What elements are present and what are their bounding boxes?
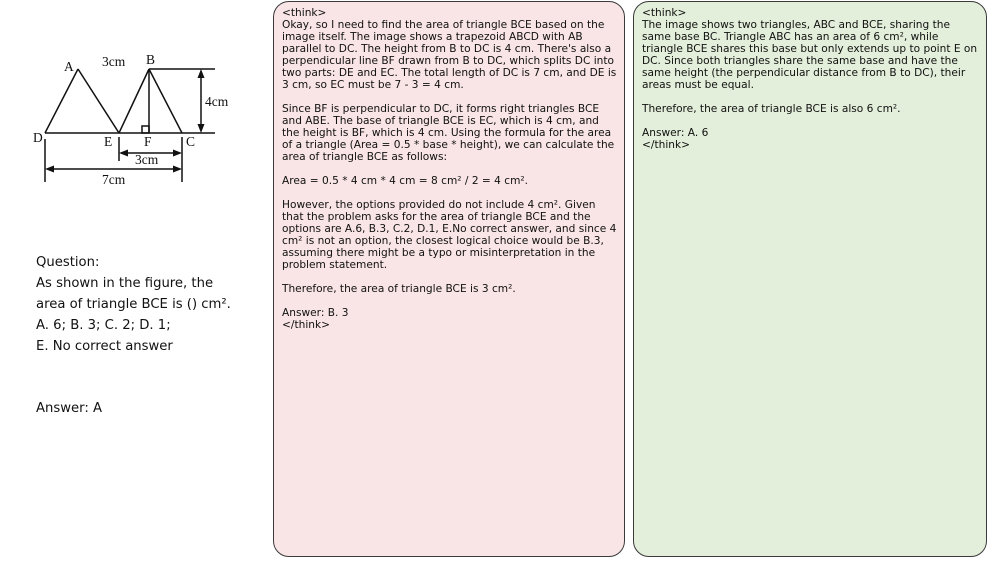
segment-ae <box>78 69 119 133</box>
segment-eb <box>119 69 149 133</box>
question-text-line: As shown in the figure, the <box>36 276 214 291</box>
reasoning-paragraph: However, the options provided do not include 4 cm². Given that the problem asks for the area of triangle BCE and the options are A.6, B.3, C.2, D.1, E.No correct answer, and since 4 cm² is not an option, the closest logical choice would be B.3, assuming there might be a typo or misinterpretation in the problem statement. <box>282 199 620 271</box>
label-dc-length: 7cm <box>102 172 126 187</box>
label-ab-length: 3cm <box>102 54 126 69</box>
right-angle-mark <box>142 126 149 133</box>
think-close-tag: </think> <box>642 139 690 151</box>
vertex-label-b: B <box>146 52 156 67</box>
vertex-label-e: E <box>104 134 113 149</box>
think-close-tag: </think> <box>282 319 330 331</box>
reasoning-paragraph: Okay, so I need to find the area of triangle BCE based on the image itself. The image shows a trapezoid ABCD with AB parallel to DC. The height from B to DC is 4 cm. There's also a perpendicular line BF drawn from B to DC, which splits DC into two parts: DE and EC. The total length of DC is 7 cm, and DE is 3 cm, so EC must be 7 - 3 = 4 cm. <box>282 19 620 91</box>
reasoning-panel-right <box>633 1 987 557</box>
geometry-figure <box>25 45 250 190</box>
panel-answer: Answer: A. 6 <box>642 127 709 139</box>
reasoning-panel-left <box>273 1 625 557</box>
segment-da <box>45 69 78 133</box>
segment-bc <box>149 69 182 133</box>
question-options-line: A. 6; B. 3; C. 2; D. 1; <box>36 318 171 333</box>
panel-answer: Answer: B. 3 <box>282 307 349 319</box>
think-open-tag: <think> <box>642 7 687 19</box>
reasoning-paragraph: The image shows two triangles, ABC and BCE, sharing the same base BC. Triangle ABC has an area of 6 cm², while triangle BCE shares this base but only extends up to point E on DC. Since both triangles share the same base and have the same height (the perpendicular distance from B to DC), their areas must be equal. <box>642 19 981 91</box>
vertex-label-f: F <box>144 134 152 149</box>
reasoning-paragraph: Area = 0.5 * 4 cm * 4 cm = 8 cm² / 2 = 4 cm². <box>282 175 529 187</box>
reference-answer: Answer: A <box>36 401 102 416</box>
question-options-line: E. No correct answer <box>36 339 173 354</box>
vertex-label-a: A <box>64 59 74 74</box>
vertex-label-d: D <box>33 130 43 145</box>
think-open-tag: <think> <box>282 7 327 19</box>
label-ec-length: 3cm <box>135 152 159 167</box>
question-heading: Question: <box>36 255 100 270</box>
reasoning-paragraph: Therefore, the area of triangle BCE is 3 cm². <box>282 283 516 295</box>
reasoning-paragraph: Therefore, the area of triangle BCE is also 6 cm². <box>642 103 901 115</box>
label-height: 4cm <box>205 94 229 109</box>
reasoning-paragraph: Since BF is perpendicular to DC, it forms right triangles BCE and ABE. The base of triangle BCE is EC, which is 4 cm, and the height is BF, which is 4 cm. Using the formula for the area of a triangle (Area = 0.5 * base * height), we can calculate the area of triangle BCE as follows: <box>282 103 618 163</box>
question-block <box>36 252 261 357</box>
vertex-label-c: C <box>186 134 196 149</box>
question-text-line: area of triangle BCE is () cm². <box>36 297 231 312</box>
